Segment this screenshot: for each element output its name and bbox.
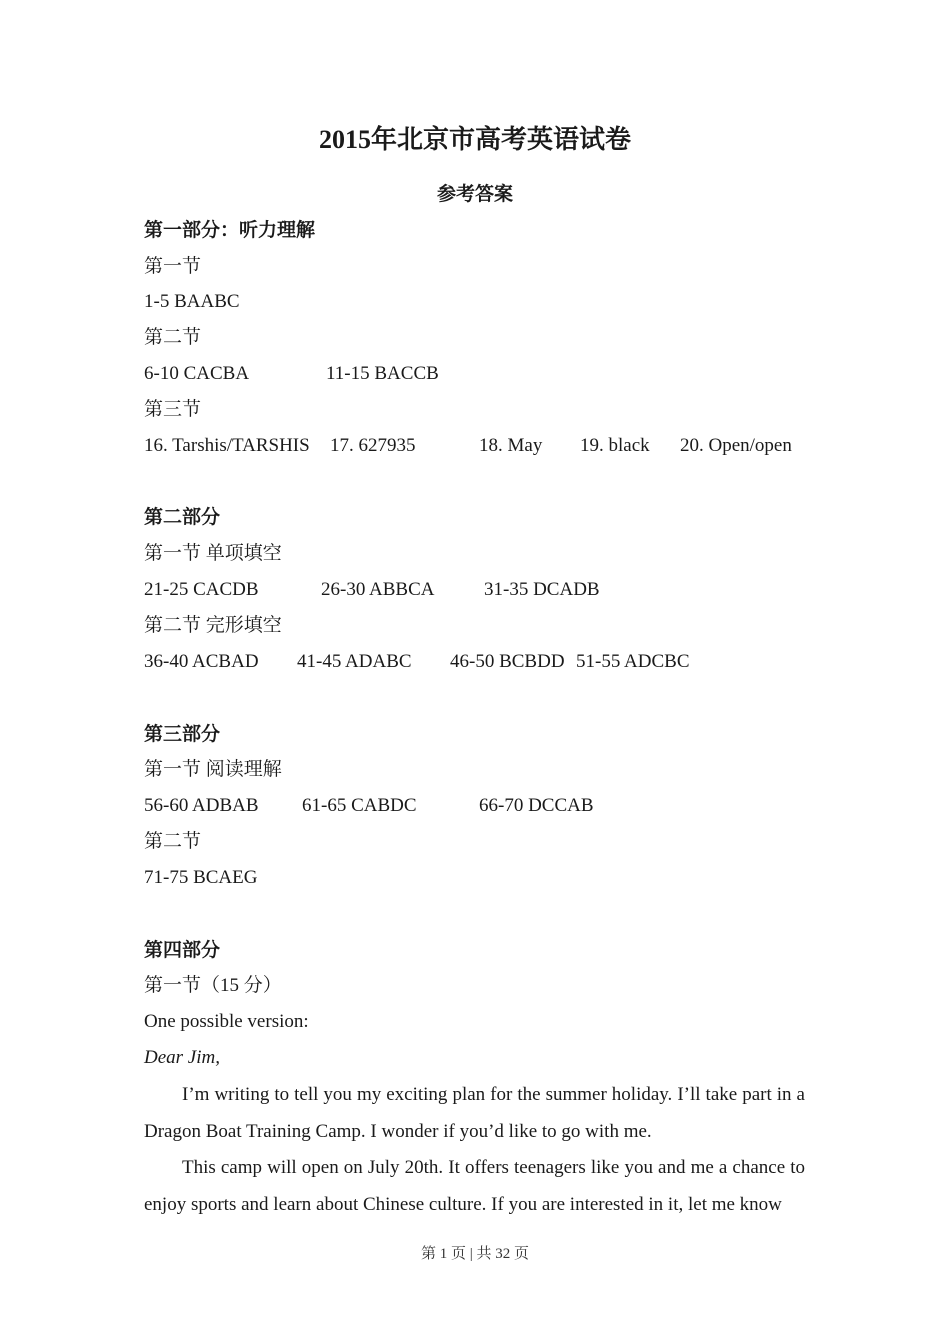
answer-group: 41-45 ADABC [297, 651, 412, 672]
part3-sec1-answers-row [144, 792, 844, 820]
answer-group: 51-55 ADCBC [576, 651, 690, 672]
answer-group: 11-15 BACCB [326, 363, 439, 384]
document-subtitle: 参考答案 [436, 184, 513, 205]
answer-item: 18. May [479, 435, 543, 456]
page-footer: 第 1 页 | 共 32 页 [420, 1246, 529, 1262]
part3-sec1-label: 第一节 阅读理解 [144, 759, 282, 780]
answer-group: 46-50 BCBDD [450, 651, 565, 672]
part1-sec2-answers-row [144, 360, 844, 388]
part3-sec2-answers: 71-75 BCAEG [144, 867, 258, 888]
possible-version-label: One possible version: [144, 1011, 309, 1032]
part4-heading: 第四部分 [144, 940, 221, 961]
part1-sec1-answers: 1-5 BAABC [144, 291, 240, 312]
answer-item: 20. Open/open [680, 435, 792, 456]
part1-heading: 第一部分：听力理解 [144, 220, 316, 241]
answer-group: 6-10 CACBA [144, 363, 250, 384]
part4-sec1-label: 第一节（15 分） [144, 975, 282, 996]
part2-sec2-label: 第二节 完形填空 [144, 615, 282, 636]
letter-paragraph: I’m writing to tell you my exciting plan for the summer holiday. I’ll take part in a Dragon Boat Training Camp. I wonder if you’d like to go with me. [144, 1084, 805, 1142]
document-title: 2015年北京市高考英语试卷 [318, 125, 631, 154]
answer-item: 17. 627935 [330, 435, 416, 456]
part3-sec2-label: 第二节 [144, 831, 202, 852]
answer-group: 26-30 ABBCA [321, 579, 435, 600]
answer-group: 31-35 DCADB [484, 579, 600, 600]
answer-group: 56-60 ADBAB [144, 795, 259, 816]
part2-sec2-answers-row [144, 648, 844, 676]
part2-heading: 第二部分 [144, 507, 221, 528]
answer-group: 66-70 DCCAB [479, 795, 594, 816]
answer-item: 19. black [580, 435, 650, 456]
letter-paragraph: This camp will open on July 20th. It offers teenagers like you and me a chance to enjoy sports and learn about Chinese culture. If you are interested in it, let me know [144, 1157, 805, 1215]
part2-sec1-answers-row [144, 576, 844, 604]
part1-sec3-label: 第三节 [144, 399, 202, 420]
part1-sec3-answers-row [144, 432, 844, 460]
part2-sec1-label: 第一节 单项填空 [144, 543, 282, 564]
answer-item: 16. Tarshis/TARSHIS [144, 435, 310, 456]
part1-sec1-label: 第一节 [144, 256, 202, 277]
part3-heading: 第三部分 [144, 724, 221, 745]
answer-group: 61-65 CABDC [302, 795, 417, 816]
part1-sec2-label: 第二节 [144, 327, 202, 348]
letter-salutation: Dear Jim, [144, 1047, 220, 1068]
answer-group: 21-25 CACDB [144, 579, 259, 600]
answer-group: 36-40 ACBAD [144, 651, 259, 672]
